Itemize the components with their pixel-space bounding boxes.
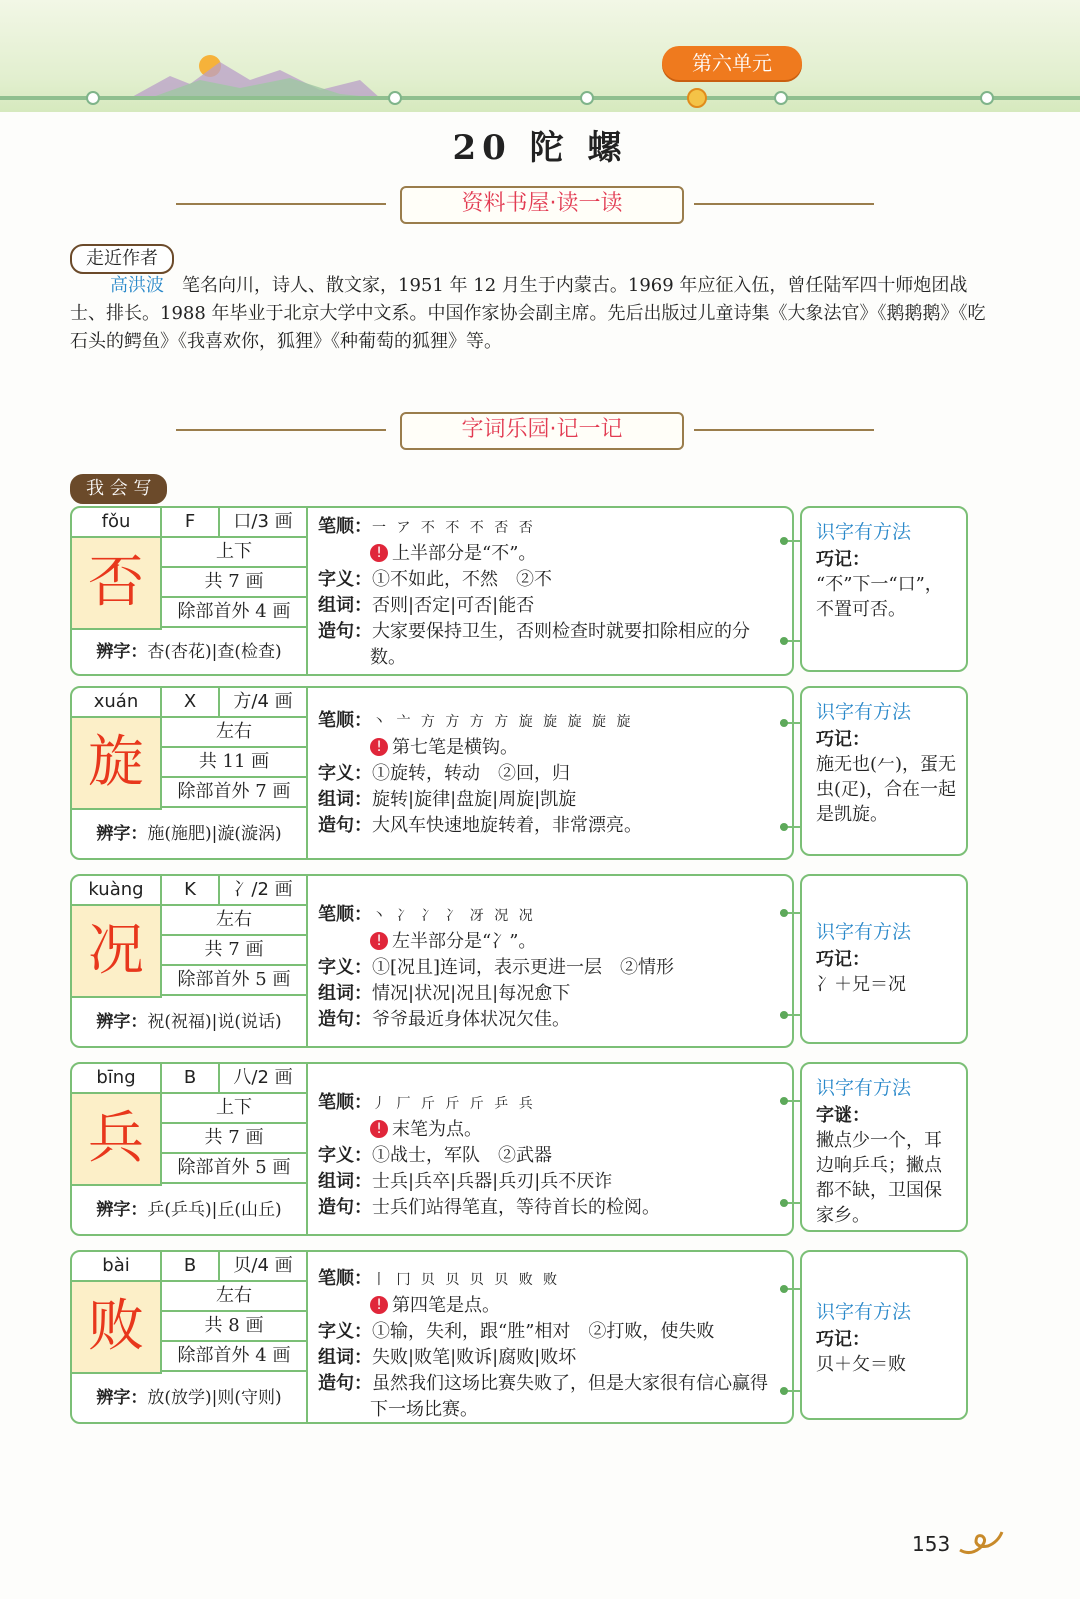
radical: 冫/2 画 bbox=[220, 876, 306, 906]
lesson-title: 20 陀 螺 bbox=[452, 128, 628, 168]
header-dot bbox=[388, 91, 402, 105]
bianzi-label: 辨字： bbox=[96, 641, 148, 662]
meaning: ①[况且]连词，表示更进一层 ②情形 bbox=[372, 957, 675, 978]
tip-key: 巧记： bbox=[816, 549, 870, 570]
bianzi-label: 辨字： bbox=[96, 823, 148, 844]
other-strokes: 除部首外 4 画 bbox=[162, 1342, 306, 1372]
other-strokes: 除部首外 7 画 bbox=[162, 778, 306, 808]
ziyi-label: 字义： bbox=[318, 1321, 372, 1342]
other-strokes: 除部首外 4 画 bbox=[162, 598, 306, 628]
warning-icon: ! bbox=[370, 932, 388, 950]
memory-tip-box bbox=[800, 686, 968, 856]
stroke-order: 丿 厂 斤 斤 斤 乒 兵 bbox=[372, 1096, 536, 1112]
stroke-note: 左半部分是“冫”。 bbox=[392, 931, 537, 952]
character-grid bbox=[72, 876, 308, 1046]
meaning: ①战士，军队 ②武器 bbox=[372, 1145, 552, 1166]
bianzi-row bbox=[72, 998, 306, 1046]
mountain-sun-decoration bbox=[130, 50, 380, 100]
tip-title: 识字有方法 bbox=[816, 1077, 912, 1099]
tip-text: 冫＋兄＝况 bbox=[816, 974, 906, 995]
stroke-order: 丶 亠 方 方 方 方 旋 旋 旋 旋 旋 bbox=[372, 714, 634, 730]
character-card bbox=[70, 874, 794, 1048]
character-info bbox=[318, 1090, 784, 1221]
words: 情况|状况|况且|每况愈下 bbox=[372, 983, 571, 1004]
total-strokes: 共 8 画 bbox=[162, 1312, 306, 1342]
author-pill: 走近作者 bbox=[70, 244, 174, 274]
structure: 左右 bbox=[162, 906, 306, 936]
header-dot bbox=[86, 91, 100, 105]
zuci-label: 组词： bbox=[318, 983, 372, 1004]
header-dot bbox=[980, 91, 994, 105]
character-card bbox=[70, 506, 794, 676]
bianzi-row bbox=[72, 630, 306, 674]
bishun-label: 笔顺： bbox=[318, 904, 372, 925]
meaning: ①旋转，转动 ②回，归 bbox=[372, 763, 570, 784]
tip-title: 识字有方法 bbox=[816, 521, 912, 543]
meaning: ①不如此，不然 ②不 bbox=[372, 569, 552, 590]
sentence: 爷爷最近身体状况欠佳。 bbox=[372, 1009, 570, 1030]
character: 否 bbox=[72, 538, 162, 630]
stroke-order: 丶 冫 冫 冫 冴 况 况 bbox=[372, 908, 536, 924]
words: 旋转|旋律|盘旋|周旋|凯旋 bbox=[372, 789, 577, 810]
tip-title: 识字有方法 bbox=[816, 921, 912, 943]
bianzi-label: 辨字： bbox=[96, 1387, 148, 1408]
structure: 上下 bbox=[162, 1094, 306, 1124]
ziyi-label: 字义： bbox=[318, 569, 372, 590]
tip-text: 贝＋攵＝败 bbox=[816, 1354, 906, 1375]
character-grid bbox=[72, 508, 308, 674]
initial-letter: B bbox=[162, 1252, 220, 1282]
initial-letter: F bbox=[162, 508, 220, 538]
character-card bbox=[70, 686, 794, 860]
initial-letter: X bbox=[162, 688, 220, 718]
character-info bbox=[318, 902, 784, 1033]
character: 况 bbox=[72, 906, 162, 998]
section-banner-words bbox=[0, 410, 1080, 450]
other-strokes: 除部首外 5 画 bbox=[162, 966, 306, 996]
radical: 方/4 画 bbox=[220, 688, 306, 718]
zaoju-label: 造句： bbox=[318, 815, 372, 836]
initial-letter: K bbox=[162, 876, 220, 906]
bianzi-text: 施(施肥)|漩(漩涡) bbox=[147, 823, 282, 844]
unit-badge: 第六单元 bbox=[662, 46, 802, 80]
pinyin: bīng bbox=[72, 1064, 162, 1094]
tip-key: 巧记： bbox=[816, 949, 870, 970]
structure: 左右 bbox=[162, 718, 306, 748]
stroke-order: 一 ア 不 不 不 否 否 bbox=[372, 520, 536, 536]
zuci-label: 组词： bbox=[318, 1171, 372, 1192]
tip-key: 巧记： bbox=[816, 729, 870, 750]
banner-rule bbox=[694, 203, 874, 205]
pinyin: kuàng bbox=[72, 876, 162, 906]
header-divider bbox=[0, 96, 1080, 100]
bishun-label: 笔顺： bbox=[318, 1092, 372, 1113]
character-grid bbox=[72, 1252, 308, 1422]
meaning: ①输，失利，跟“胜”相对 ②打败，使失败 bbox=[372, 1321, 715, 1342]
character-info bbox=[318, 514, 784, 671]
character-grid bbox=[72, 688, 308, 858]
radical: 贝/4 画 bbox=[220, 1252, 306, 1282]
stroke-order: 丨 冂 贝 贝 贝 贝 败 败 bbox=[372, 1272, 561, 1288]
warning-icon: ! bbox=[370, 544, 388, 562]
tip-text: “不”下一“口”，不置可否。 bbox=[816, 574, 943, 620]
author-name: 高洪波 bbox=[110, 275, 164, 296]
stroke-note: 第七笔是横钩。 bbox=[392, 737, 518, 758]
page-swirl-decoration bbox=[958, 1528, 1004, 1558]
ziyi-label: 字义： bbox=[318, 763, 372, 784]
banner-tag bbox=[400, 412, 684, 450]
stroke-note: 上半部分是“不”。 bbox=[392, 543, 537, 564]
character: 败 bbox=[72, 1282, 162, 1374]
zaoju-label: 造句： bbox=[318, 621, 372, 642]
warning-icon: ! bbox=[370, 738, 388, 756]
memory-tip-box bbox=[800, 874, 968, 1044]
tip-key: 字谜： bbox=[816, 1105, 870, 1126]
bianzi-text: 乒(乒乓)|丘(山丘) bbox=[147, 1199, 282, 1220]
sentence: 士兵们站得笔直，等待首长的检阅。 bbox=[372, 1197, 660, 1218]
character-grid bbox=[72, 1064, 308, 1234]
write-pill: 我 会 写 bbox=[70, 474, 167, 504]
bianzi-text: 杏(杏花)|查(检查) bbox=[147, 641, 282, 662]
character: 旋 bbox=[72, 718, 162, 810]
initial-letter: B bbox=[162, 1064, 220, 1094]
memory-tip-box bbox=[800, 506, 968, 672]
warning-icon: ! bbox=[370, 1296, 388, 1314]
banner-rule bbox=[176, 429, 386, 431]
words: 士兵|兵卒|兵器|兵刃|兵不厌诈 bbox=[372, 1171, 613, 1192]
words: 否则|否定|可否|能否 bbox=[372, 595, 535, 616]
banner-tag bbox=[400, 186, 684, 224]
pinyin: fǒu bbox=[72, 508, 162, 538]
bianzi-text: 放(放学)|则(守则) bbox=[147, 1387, 282, 1408]
bishun-label: 笔顺： bbox=[318, 710, 372, 731]
bianzi-label: 辨字： bbox=[96, 1011, 148, 1032]
bianzi-label: 辨字： bbox=[96, 1199, 148, 1220]
zuci-label: 组词： bbox=[318, 595, 372, 616]
structure: 上下 bbox=[162, 538, 306, 568]
zaoju-label: 造句： bbox=[318, 1373, 372, 1394]
character-info bbox=[318, 708, 784, 839]
sentence: 大风车快速地旋转着，非常漂亮。 bbox=[372, 815, 642, 836]
tip-text: 撇点少一个，耳边响乒乓；撇点都不缺，卫国保家乡。 bbox=[816, 1130, 942, 1226]
structure: 左右 bbox=[162, 1282, 306, 1312]
tip-text: 施无也(𠂉)，蛋无虫(疋)，合在一起是凯旋。 bbox=[816, 754, 957, 825]
sentence: 大家要保持卫生，否则检查时就要扣除相应的分数。 bbox=[370, 621, 750, 668]
memory-tip-box bbox=[800, 1062, 968, 1232]
tip-title: 识字有方法 bbox=[816, 1301, 912, 1323]
header-dot bbox=[580, 91, 594, 105]
warning-icon: ! bbox=[370, 1120, 388, 1138]
memory-tip-box bbox=[800, 1250, 968, 1420]
total-strokes: 共 7 画 bbox=[162, 1124, 306, 1154]
zuci-label: 组词： bbox=[318, 1347, 372, 1368]
radical: 口/3 画 bbox=[220, 508, 306, 538]
section-banner-reading bbox=[0, 184, 1080, 224]
bishun-label: 笔顺： bbox=[318, 1268, 372, 1289]
other-strokes: 除部首外 5 画 bbox=[162, 1154, 306, 1184]
stroke-note: 末笔为点。 bbox=[392, 1119, 482, 1140]
banner-rule bbox=[694, 429, 874, 431]
stroke-note: 第四笔是点。 bbox=[392, 1295, 500, 1316]
pinyin: bài bbox=[72, 1252, 162, 1282]
zaoju-label: 造句： bbox=[318, 1197, 372, 1218]
tip-key: 巧记： bbox=[816, 1329, 870, 1350]
zuci-label: 组词： bbox=[318, 789, 372, 810]
page-number: 153 bbox=[912, 1532, 951, 1556]
banner-label: 资料书屋·读一读 bbox=[461, 191, 623, 216]
total-strokes: 共 7 画 bbox=[162, 568, 306, 598]
banner-rule bbox=[176, 203, 386, 205]
unit-badge-pin bbox=[687, 88, 707, 108]
bianzi-text: 祝(祝福)|说(说话) bbox=[147, 1011, 282, 1032]
radical: 八/2 画 bbox=[220, 1064, 306, 1094]
character-info bbox=[318, 1266, 784, 1423]
header-dot bbox=[774, 91, 788, 105]
character: 兵 bbox=[72, 1094, 162, 1186]
ziyi-label: 字义： bbox=[318, 1145, 372, 1166]
bianzi-row bbox=[72, 1374, 306, 1422]
bianzi-row bbox=[72, 810, 306, 858]
bianzi-row bbox=[72, 1186, 306, 1234]
tip-title: 识字有方法 bbox=[816, 701, 912, 723]
zaoju-label: 造句： bbox=[318, 1009, 372, 1030]
bishun-label: 笔顺： bbox=[318, 516, 372, 537]
author-intro bbox=[70, 272, 990, 356]
words: 失败|败笔|败诉|腐败|败坏 bbox=[372, 1347, 577, 1368]
character-card bbox=[70, 1250, 794, 1424]
total-strokes: 共 11 画 bbox=[162, 748, 306, 778]
pinyin: xuán bbox=[72, 688, 162, 718]
total-strokes: 共 7 画 bbox=[162, 936, 306, 966]
author-bio: 笔名向川，诗人、散文家，1951 年 12 月生于内蒙古。1969 年应征入伍，曾任陆军四十师炮团战士、排长。1988 年毕业于北京大学中文系。中国作家协会副主席。先后出版过儿童诗集《大象法官》《鹅鹅鹅》《吃石头的鳄鱼》《我喜欢你，狐狸》《种葡萄的狐狸》等。 bbox=[70, 275, 986, 352]
character-card bbox=[70, 1062, 794, 1236]
sentence: 虽然我们这场比赛失败了，但是大家很有信心赢得下一场比赛。 bbox=[370, 1373, 768, 1420]
banner-label: 字词乐园·记一记 bbox=[461, 417, 623, 442]
ziyi-label: 字义： bbox=[318, 957, 372, 978]
